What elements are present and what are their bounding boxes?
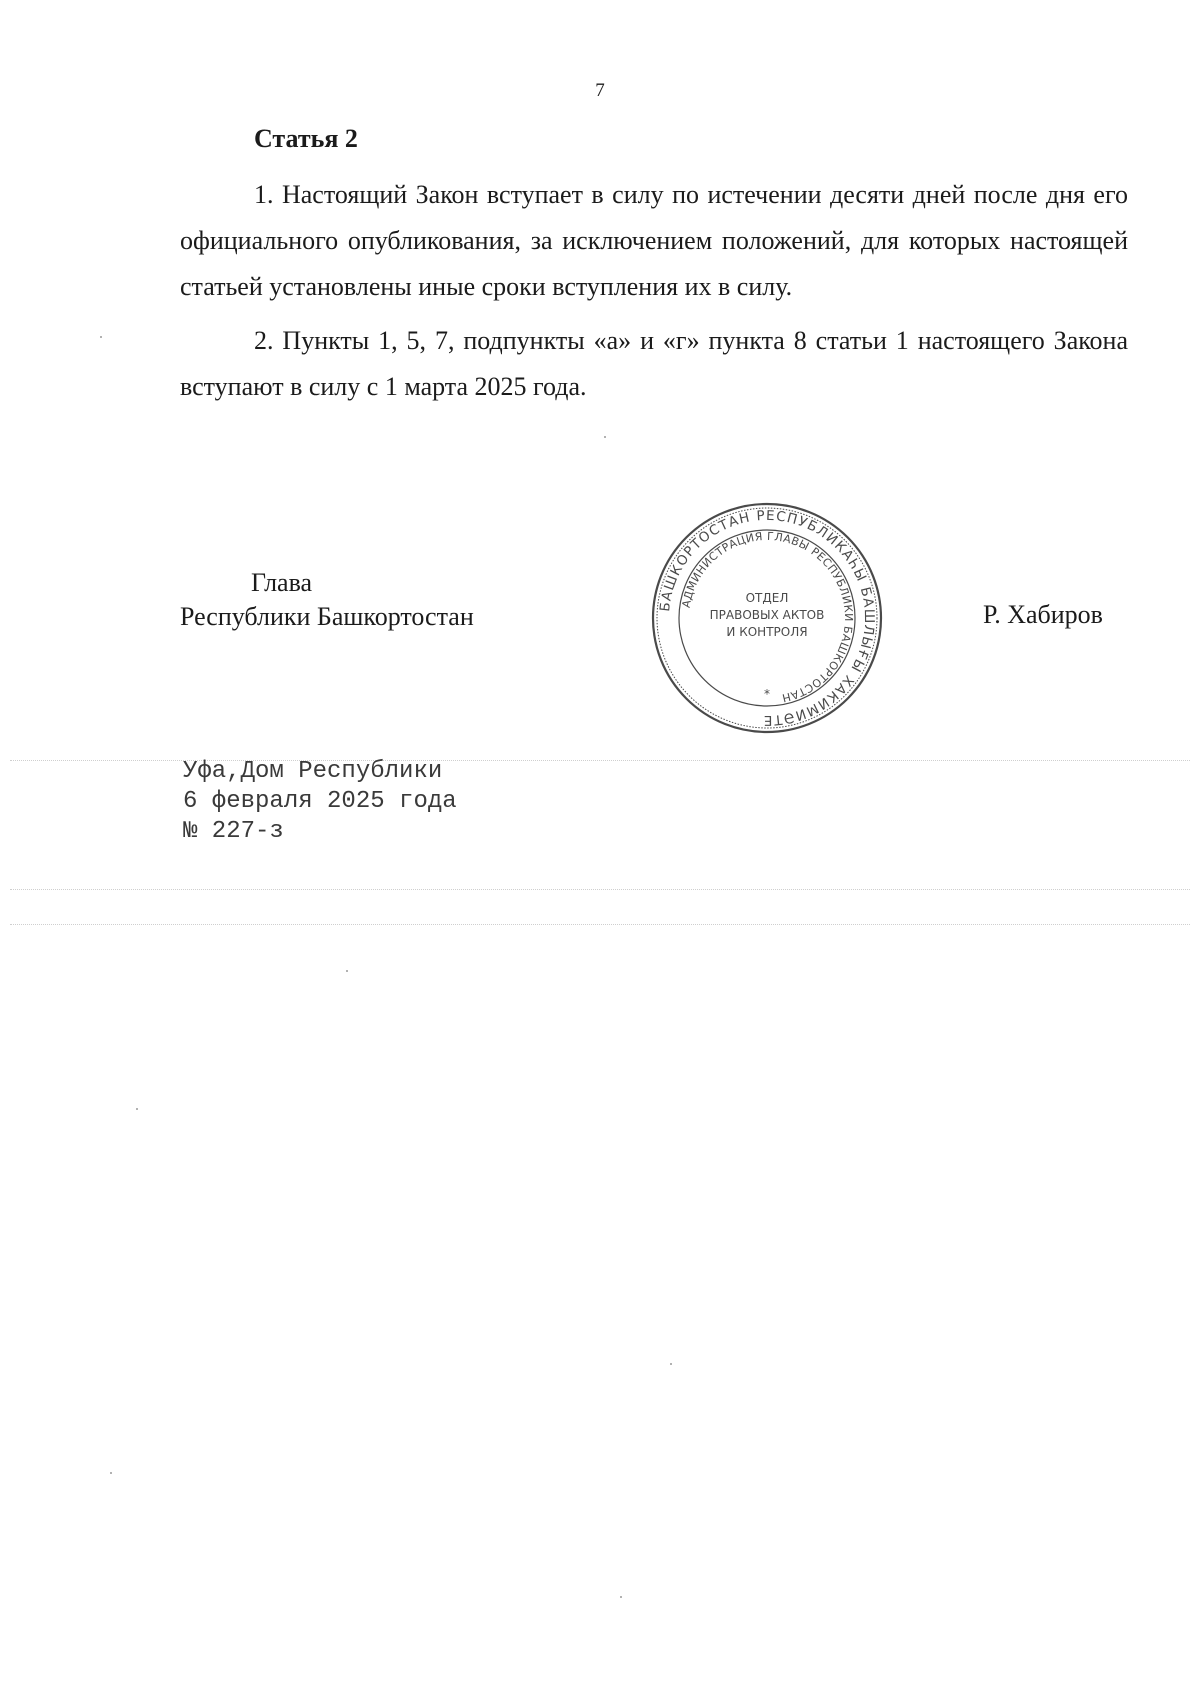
scan-speck [100,336,102,338]
scan-speck [620,1596,622,1598]
registration-number: № 227-з [183,818,284,845]
signer-name: Р. Хабиров [983,600,1103,629]
scan-speck [136,1108,138,1110]
scan-speck [670,1363,672,1365]
signer-title [180,566,474,634]
article-paragraph-2: 2. Пункты 1, 5, 7, подпункты «а» и «г» пункта 8 статьи 1 настоящего Закона вступают в силу с 1 марта 2025 года. [180,326,1128,401]
scan-line-bottom [10,924,1190,925]
scan-speck [604,436,606,438]
registration-date: 6 февраля 2025 года [183,788,457,815]
seal-center-line-2: ПРАВОВЫХ АКТОВ [709,608,825,622]
seal-inner-ring-text: АДМИНИСТРАЦИЯ ГЛАВЫ РЕСПУБЛИКИ БАШКОРТОСТАН [679,529,856,705]
official-seal-stamp [651,502,883,734]
page-number: 7 [595,80,605,101]
signer-title-line-1: Глава [251,568,313,597]
seal-star-icon: * [764,687,770,701]
scan-line-middle [10,889,1190,890]
registration-place: Уфа,Дом Республики [183,758,443,785]
seal-center-line-1: ОТДЕЛ [745,591,789,605]
article-heading: Статья 2 [254,124,358,153]
scan-speck [110,1472,112,1474]
registration-block [183,757,457,847]
seal-center-line-3: И КОНТРОЛЯ [726,625,808,639]
signer-title-line-2: Республики Башкортостан [180,602,474,631]
scan-speck [346,970,348,972]
seal-outer-ring-text: БАШКОРТОСТАН РЕСПУБЛИКАҺЫ БАШЛЫҒЫ ХАКИМИӘТЕ [657,507,878,729]
article-paragraph-1: 1. Настоящий Закон вступает в силу по истечении десяти дней после дня его официального опубликования, за исключением положений, для которых настоящей статьей установлены иные сроки вступления их в силу. [180,180,1128,301]
